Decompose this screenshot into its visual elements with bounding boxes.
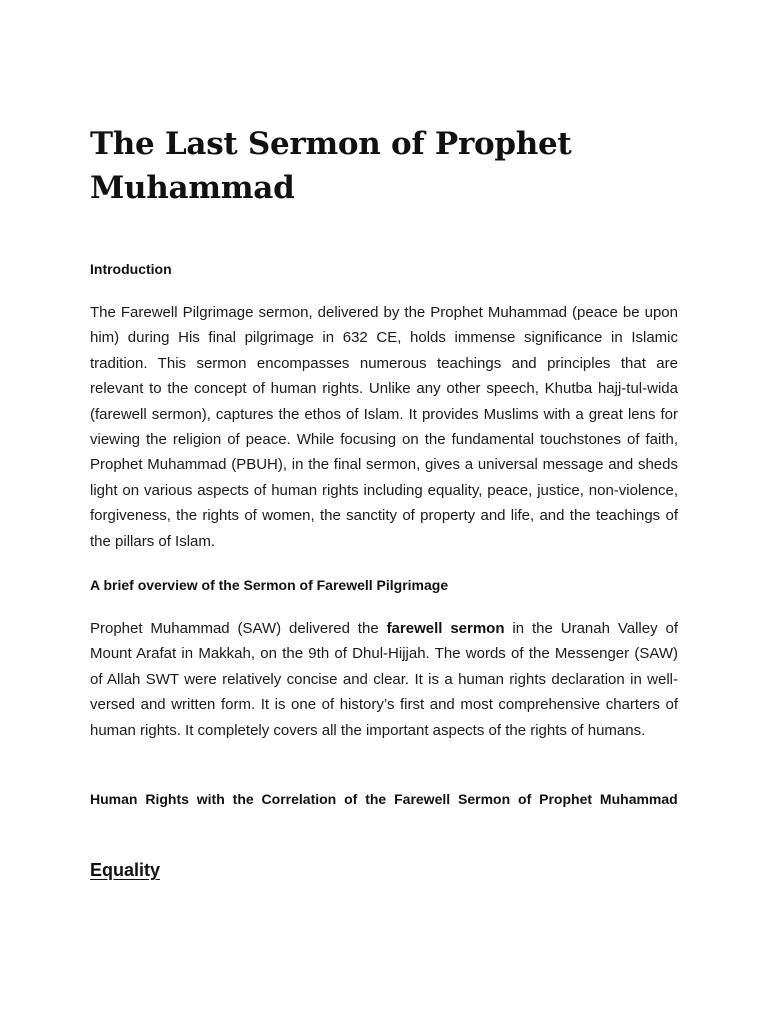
introduction-heading: Introduction (90, 261, 172, 277)
overview-text-start: Prophet Muhammad (SAW) delivered the (90, 620, 387, 637)
equality-heading: Equality (90, 860, 161, 880)
overview-paragraph (90, 616, 678, 743)
farewell-sermon-emphasis: farewell sermon (386, 620, 505, 637)
document-title: The Last Sermon of Prophet Muhammad (90, 126, 572, 206)
introduction-paragraph: The Farewell Pilgrimage sermon, delivered by the Prophet Muhammad (peace be upon him) during His final pilgrimage in 632 CE, holds immense significance in Islamic tradition. This sermon encompasses numerous teachings and principles that are relevant to the concept of human rights. Unlike any other speech, Khutba hajj-tul-wida (farewell sermon), captures the ethos of Islam. It provides Muslims with a great lens for viewing the religion of peace. While focusing on the fundamental touchstones of faith, Prophet Muhammad (PBUH), in the final sermon, gives a universal message and sheds light on various aspects of human rights including equality, peace, justice, non-violence, forgiveness, the rights of women, the sanctity of property and life, and the teachings of the pillars of Islam. (90, 304, 678, 550)
overview-heading: A brief overview of the Sermon of Farewell Pilgrimage (90, 577, 449, 593)
overview-text-end: in the Uranah Valley of Mount Arafat in Makkah, on the 9th of Dhul-Hijjah. The words of the Messenger (SAW) of Allah SWT were relatively concise and clear. It is a human rights declaration in well-versed and written form. It is one of history’s first and most comprehensive charters of human rights. It completely covers all the important aspects of the rights of humans. (90, 620, 678, 739)
human-rights-heading: Human Rights with the Correlation of the Farewell Sermon of Prophet Muhammad (90, 791, 678, 807)
